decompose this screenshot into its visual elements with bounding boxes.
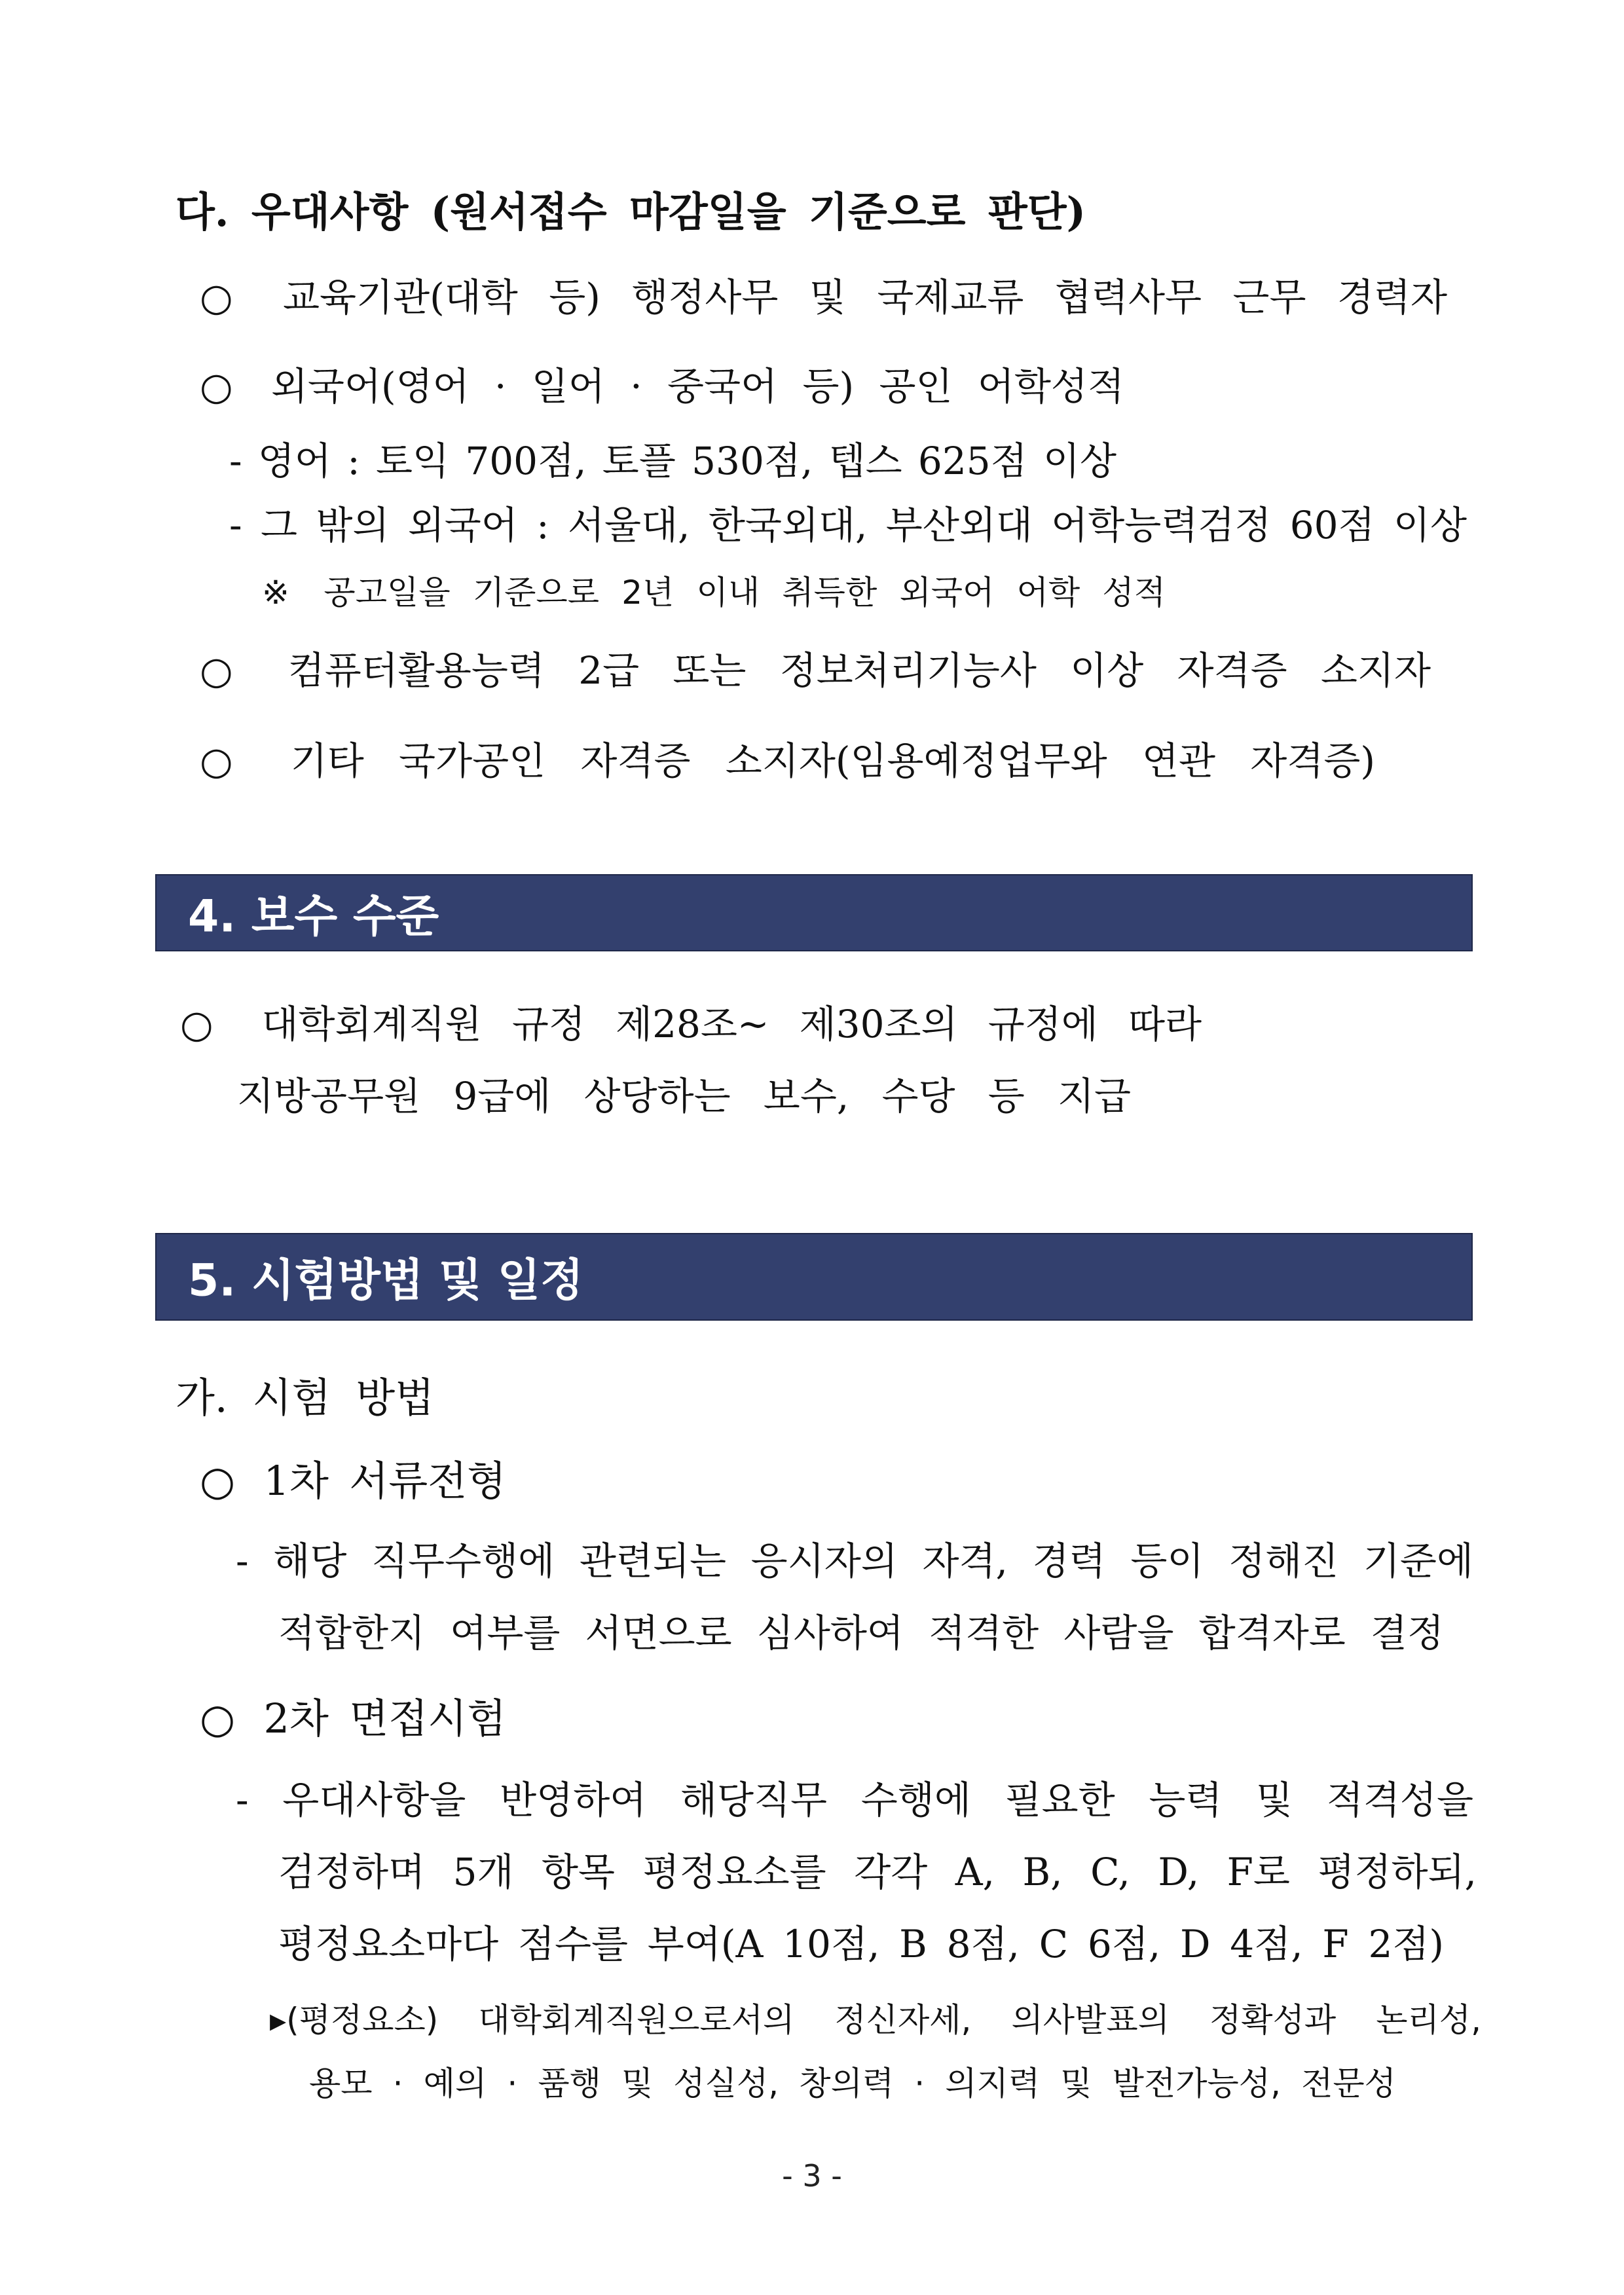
stage-2-line: 평정요소마다 점수를 부여(A 10점, B 8점, C 6점, D 4점, F 2점): [278, 1922, 1444, 1966]
section-da-heading: 다. 우대사항 (원서접수 마감일을 기준으로 판단): [175, 188, 1086, 236]
list-item: ○ 교육기관(대학 등) 행정사무 및 국제교류 협력사무 근무 경력자: [200, 275, 1447, 320]
stage-1-title: ○ 1차 서류전형: [200, 1457, 506, 1505]
page-number: - 3 -: [782, 2158, 842, 2194]
section-5-title: 5. 시험방법 및 일정: [188, 1255, 583, 1307]
stage-1-line: - 해당 직무수행에 관련되는 응시자의 자격, 경력 등이 정해진 기준에: [236, 1539, 1473, 1583]
criteria-line: ▸(평정요소) 대학회계직원으로서의 정신자세, 의사발표의 정확성과 논리성,: [270, 2001, 1481, 2039]
salary-line: ○ 대학회계직원 규정 제28조~ 제30조의 규정에 따라: [180, 1002, 1202, 1046]
sub-item: - 그 밖의 외국어 : 서울대, 한국외대, 부산외대 어학능력검정 60점 이상: [229, 503, 1467, 547]
stage-2-line: - 우대사항을 반영하여 해당직무 수행에 필요한 능력 및 적격성을: [236, 1778, 1473, 1822]
stage-1-line: 적합한지 여부를 서면으로 심사하여 적격한 사람을 합격자로 결정: [278, 1611, 1444, 1655]
section-4-banner: [155, 874, 1473, 951]
list-item: ○ 기타 국가공인 자격증 소지자(임용예정업무와 연관 자격증): [200, 739, 1375, 783]
note: ※ 공고일을 기준으로 2년 이내 취득한 외국어 어학 성적: [262, 574, 1166, 612]
salary-line: 지방공무원 9급에 상당하는 보수, 수당 등 지급: [237, 1074, 1131, 1118]
stage-2-line: 검정하며 5개 항목 평정요소를 각각 A, B, C, D, F로 평정하되,: [278, 1850, 1477, 1894]
list-item: ○ 외국어(영어 · 일어 · 중국어 등) 공인 어학성적: [200, 364, 1124, 409]
stage-2-title: ○ 2차 면접시험: [200, 1695, 506, 1742]
section-5-banner: [155, 1233, 1473, 1321]
criteria-line: 용모 · 예의 · 품행 및 성실성, 창의력 · 의지력 및 발전가능성, 전문성: [309, 2065, 1396, 2102]
section-4-title: 4. 보수 수준: [188, 890, 439, 943]
sub-item: - 영어 : 토익 700점, 토플 530점, 텝스 625점 이상: [229, 439, 1116, 483]
subheading: 가. 시험 방법: [175, 1374, 434, 1422]
list-item: ○ 컴퓨터활용능력 2급 또는 정보처리기능사 이상 자격증 소지자: [200, 648, 1431, 693]
